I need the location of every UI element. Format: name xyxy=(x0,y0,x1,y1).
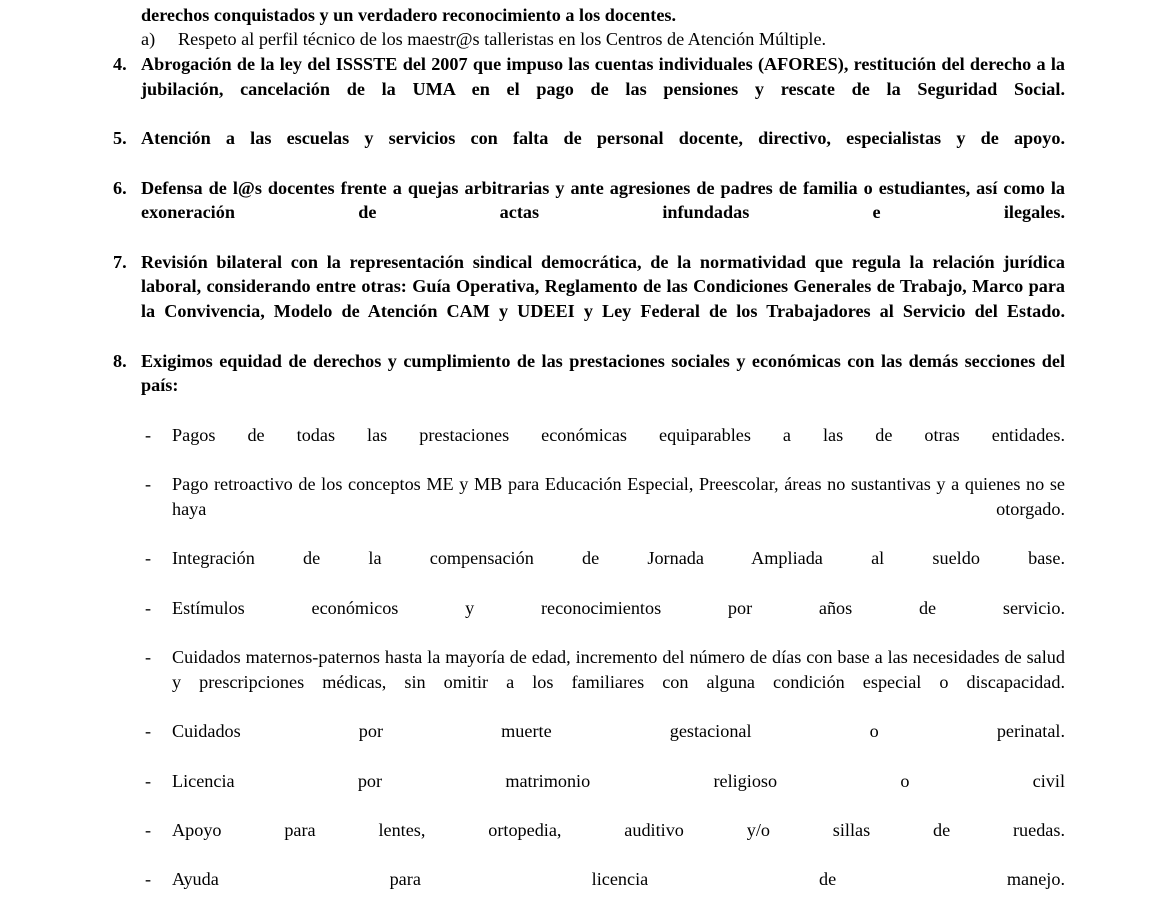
sub-list-item-8 xyxy=(145,818,1065,867)
list-marker-a: a) xyxy=(141,29,156,50)
list-item-text: Atención a las escuelas y servicios con falta de personal docente, directivo, especialistas y de apoyo. xyxy=(141,128,1065,149)
sub-list-item-text: Licencia por matrimonio religioso o civil xyxy=(172,770,1065,791)
sub-list-item-text: Pagos de todas las prestaciones económicas equiparables a las de otras entidades. xyxy=(172,424,1065,445)
list-marker-5: 5. xyxy=(113,128,127,149)
sub-list-item-text: Pago retroactivo de los conceptos ME y MB para Educación Especial, Preescolar, áreas no sustantivas y a quienes no se haya otorgado. xyxy=(172,474,1065,519)
sub-list-item-text: Integración de la compensación de Jornada Ampliada al sueldo base. xyxy=(172,548,1065,569)
sub-list-item-text: Ayuda para licencia de manejo. xyxy=(172,869,1065,890)
list-marker-6: 6. xyxy=(113,177,127,198)
dash-bullet: - xyxy=(145,770,152,791)
dash-bullet: - xyxy=(145,597,152,618)
sub-list-item-text: Estímulos económicos y reconocimientos por años de servicio. xyxy=(172,597,1065,618)
list-item-7 xyxy=(113,250,1065,349)
dash-bullet: - xyxy=(145,474,152,495)
list-item-6 xyxy=(113,176,1065,250)
list-marker-8: 8. xyxy=(113,350,127,371)
sub-list-item-5 xyxy=(145,645,1065,719)
list-item-text: Abrogación de la ley del ISSSTE del 2007 que impuso las cuentas individuales (AFORES), restitución del derecho a la jubilación, cancelación de la UMA en el pago de las pensiones y rescate de la Seguridad Social. xyxy=(141,54,1065,99)
sub-list-item-text: Cuidados por muerte gestacional o perinatal. xyxy=(172,721,1065,742)
list-item-text: Respeto al perfil técnico de los maestr@s talleristas en los Centros de Atención Múltiple. xyxy=(178,29,827,50)
list-item-lettered-a xyxy=(141,27,1065,52)
list-marker-7: 7. xyxy=(113,251,127,272)
sub-list-item-7 xyxy=(145,769,1065,818)
dash-bullet: - xyxy=(145,721,152,742)
dash-bullet: - xyxy=(145,819,152,840)
list-item-text: Exigimos equidad de derechos y cumplimiento de las prestaciones sociales y económicas con las demás secciones del país: xyxy=(141,350,1065,396)
sub-list-item-2 xyxy=(145,472,1065,546)
sub-list-item-text: Cuidados maternos-paternos hasta la mayoría de edad, incremento del número de días con base a las necesidades de salud y prescripciones médicas, sin omitir a los familiares con alguna condición especial o discapacidad. xyxy=(172,646,1065,692)
sub-list-item-6 xyxy=(145,719,1065,768)
sub-list-item-1 xyxy=(145,423,1065,472)
list-item-8 xyxy=(113,349,1065,423)
sub-list-item-3 xyxy=(145,546,1065,595)
sub-list-item-text: Apoyo para lentes, ortopedia, auditivo y/o sillas de ruedas. xyxy=(172,819,1065,840)
list-item-4 xyxy=(113,52,1065,126)
paragraph-tail-line: derechos conquistados y un verdadero reconocimiento a los docentes. xyxy=(141,4,677,25)
list-item-text: Revisión bilateral con la representación sindical democrática, de la normatividad que regula la relación jurídica laboral, considerando entre otras: Guía Operativa, Reglamento de las Condiciones Generales de Trabajo, Marco para la Convivencia, Modelo de Atención CAM y UDEEI y Ley Federal de los Trabajadores al Servicio del Estado. xyxy=(141,251,1065,322)
dash-bullet: - xyxy=(145,869,152,890)
list-item-text: Defensa de l@s docentes frente a quejas arbitrarias y ante agresiones de padres de familia o estudiantes, así como la exoneración de actas infundadas e ilegales. xyxy=(141,177,1065,223)
list-marker-4: 4. xyxy=(113,54,127,75)
dash-bullet: - xyxy=(145,548,152,569)
list-item-5 xyxy=(113,126,1065,175)
sub-list-item-4 xyxy=(145,596,1065,645)
sub-list-item-9 xyxy=(145,867,1065,916)
dash-bullet: - xyxy=(145,646,152,667)
dash-bullet: - xyxy=(145,424,152,445)
